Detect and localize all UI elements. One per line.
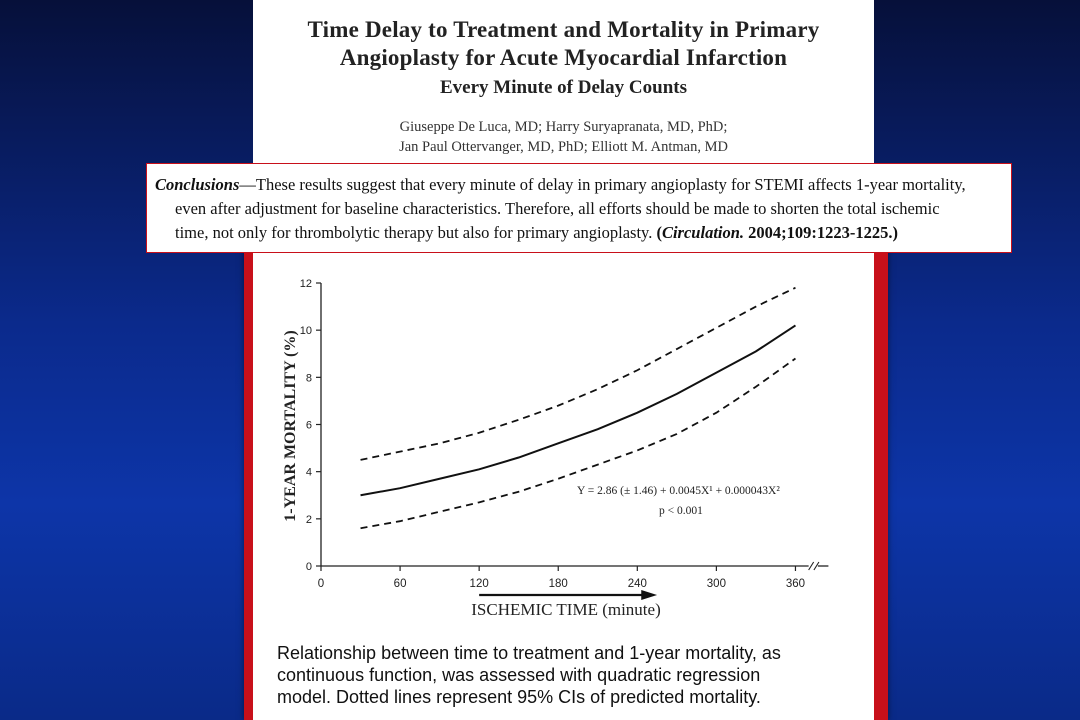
caption [277, 642, 857, 708]
y-axis-label: 1-YEAR MORTALITY (%) [282, 330, 299, 522]
x-tick-label: 0 [317, 578, 325, 590]
caption-line-3: model. Dotted lines represent 95% CIs of predicted mortality. [277, 687, 761, 707]
caption-line-2: continuous function, was assessed with quadratic regression [277, 665, 761, 685]
mortality-chart [253, 262, 874, 632]
x-tick-label: 240 [627, 578, 647, 590]
x-tick-label: 60 [393, 578, 407, 590]
y-tick-label: 0 [305, 561, 312, 573]
conclusion-box [146, 163, 1012, 253]
citation-journal: Circulation. [661, 223, 745, 242]
regression-equation: Y = 2.86 (± 1.46) + 0.0045X¹ + 0.000043X² [577, 485, 780, 497]
conclusion-text-3: time, not only for thrombolytic therapy but also for primary angioplasty. [175, 223, 653, 242]
x-tick-label: 360 [785, 578, 806, 590]
paper-title [253, 16, 874, 72]
x-tick-label: 300 [706, 578, 726, 590]
conclusion-text-1: These results suggest that every minute of delay in primary angioplasty for STEMI affects 1-year mortality, [255, 175, 966, 194]
p-value: p < 0.001 [659, 505, 703, 517]
paper-subtitle: Every Minute of Delay Counts [440, 77, 687, 98]
conclusion-line-3 [155, 221, 1005, 245]
x-tick-label: 120 [469, 578, 489, 590]
axis-break-mark [809, 562, 819, 570]
authors-line-2: Jan Paul Ottervanger, MD, PhD; Elliott M. Antman, MD [399, 139, 728, 155]
y-tick-label: 4 [305, 466, 312, 479]
y-tick-label: 8 [305, 372, 312, 385]
x-axis-label: ISCHEMIC TIME (minute) [471, 600, 661, 619]
authors [253, 117, 874, 157]
x-tick-label: 180 [548, 578, 568, 590]
predicted-mortality-line [361, 325, 796, 495]
y-tick-label: 10 [299, 325, 312, 338]
y-tick-label: 2 [305, 513, 312, 526]
authors-line-1: Giuseppe De Luca, MD; Harry Suryapranata, MD, PhD; [399, 119, 728, 135]
y-tick-label: 6 [305, 419, 312, 432]
conclusion-line-2: even after adjustment for baseline characteristics. Therefore, all efforts should be made to shorten the total ischemic [175, 199, 940, 218]
time-arrow-head [641, 590, 657, 600]
paper-title-line-2: Angioplasty for Acute Myocardial Infarction [339, 45, 788, 70]
upper-ci-line [361, 288, 796, 460]
citation: (Circulation. 2004;109:1223-1225.) [656, 223, 899, 242]
paper-title-line-1: Time Delay to Treatment and Mortality in Primary [307, 17, 820, 42]
citation-ref: 2004;109:1223-1225. [748, 223, 893, 242]
conclusion-line-1: Conclusions—These results suggest that every minute of delay in primary angioplasty for STEMI affects 1-year mortality, [155, 175, 966, 194]
conclusion-label: Conclusions [155, 175, 240, 194]
y-tick-label: 12 [299, 278, 312, 290]
lower-ci-line [361, 358, 796, 528]
caption-line-1: Relationship between time to treatment and 1-year mortality, as [277, 643, 781, 663]
